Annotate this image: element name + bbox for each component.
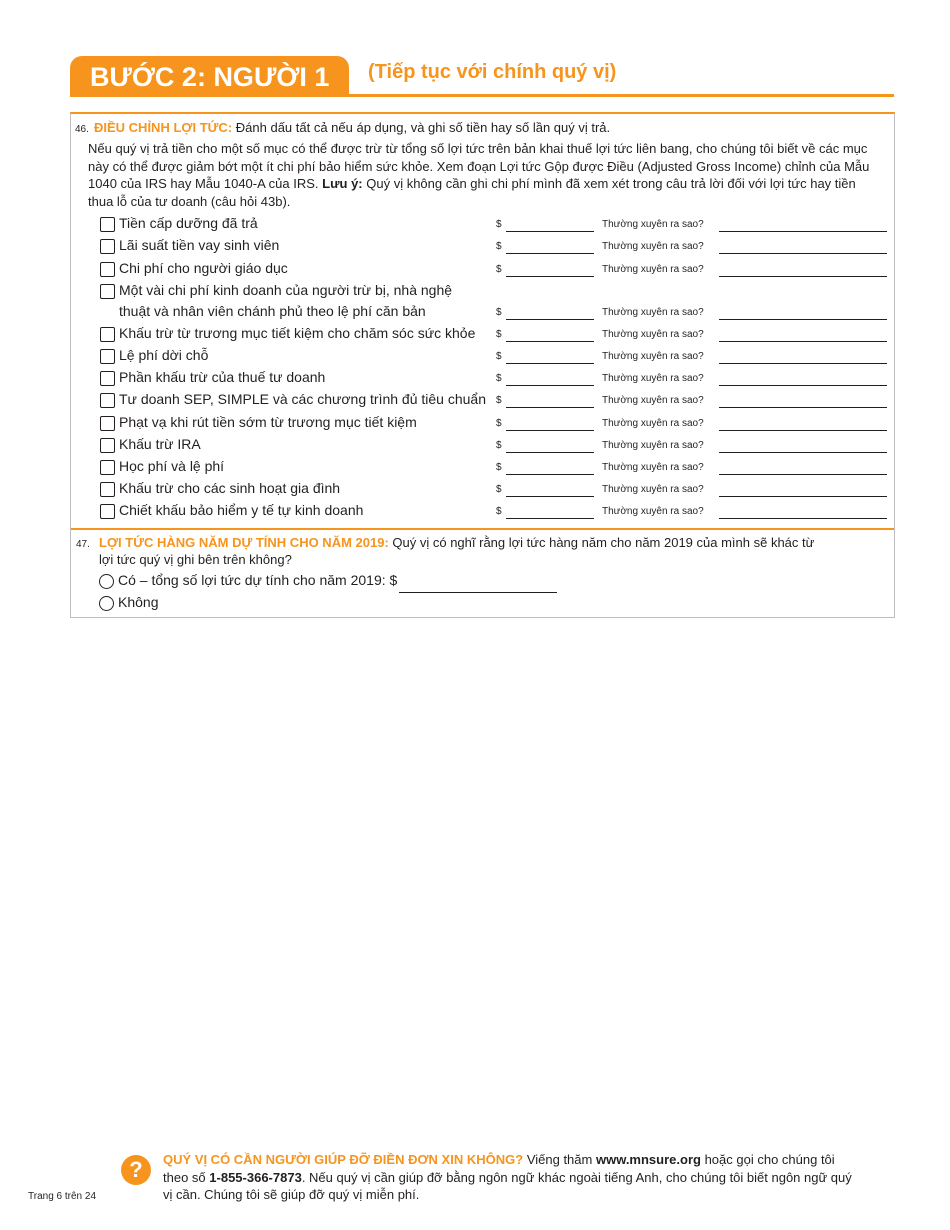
dollar-sign: $ xyxy=(496,418,502,429)
item-label: Chi phí cho người giáo dục xyxy=(119,260,288,276)
step-title: BƯỚC 2: NGƯỜI 1 xyxy=(70,56,349,96)
early-withdrawal-penalty-checkbox[interactable] xyxy=(100,416,115,431)
question-title: ĐIỀU CHỈNH LỢI TỨC: xyxy=(94,120,233,135)
frequency-field[interactable] xyxy=(719,407,887,408)
list-item xyxy=(71,457,894,477)
alimony-checkbox[interactable] xyxy=(100,217,115,232)
frequency-field[interactable] xyxy=(719,341,887,342)
frequency-label: Thường xuyên ra sao? xyxy=(602,351,704,362)
phone-number: 1-855-366-7873 xyxy=(209,1169,302,1185)
help-question-icon: ? xyxy=(121,1155,151,1185)
sep-simple-checkbox[interactable] xyxy=(100,393,115,408)
dollar-sign: $ xyxy=(496,351,502,362)
yes-option-label: Có – tổng số lợi tức dự tính cho năm 2019: $ xyxy=(118,572,398,588)
frequency-field[interactable] xyxy=(719,452,887,453)
health-savings-checkbox[interactable] xyxy=(100,327,115,342)
question-46 xyxy=(71,114,894,528)
item-label: Tư doanh SEP, SIMPLE và các chương trình đủ tiêu chuẩn xyxy=(119,391,486,407)
question-47 xyxy=(71,528,894,618)
amount-field[interactable] xyxy=(506,341,594,342)
amount-field[interactable] xyxy=(506,385,594,386)
item-label: Lệ phí dời chỗ xyxy=(119,347,209,363)
question-instruction: Đánh dấu tất cả nếu áp dụng, và ghi số tiền hay số lần quý vị trả. xyxy=(235,120,611,135)
frequency-label: Thường xuyên ra sao? xyxy=(602,395,704,406)
amount-field[interactable] xyxy=(506,407,594,408)
item-label: Học phí và lệ phí xyxy=(119,458,225,474)
help-visit-text: Viếng thăm xyxy=(526,1152,593,1167)
frequency-field[interactable] xyxy=(719,363,887,364)
help-rest-text: . Nếu quý vị cần giúp đỡ bằng ngôn ngữ khác ngoài tiếng Anh, cho chúng tôi biết ngôn ngữ quý vị cần. Chúng tôi sẽ giúp đỡ quý vị miễn phí. xyxy=(163,1169,852,1202)
dollar-sign: $ xyxy=(496,307,502,318)
frequency-label: Thường xuyên ra sao? xyxy=(602,307,704,318)
self-employment-tax-checkbox[interactable] xyxy=(100,371,115,386)
frequency-field[interactable] xyxy=(719,430,887,431)
list-item xyxy=(71,413,894,433)
dollar-sign: $ xyxy=(496,329,502,340)
frequency-field[interactable] xyxy=(719,253,887,254)
note-text: Quý vị không cần ghi chi phí mình đã xem xét trong câu trả lời đối với lợi tức hay tiền thua lỗ của tư doanh (câu hỏi 43b). xyxy=(88,176,856,209)
frequency-label: Thường xuyên ra sao? xyxy=(602,373,704,384)
amount-field[interactable] xyxy=(506,496,594,497)
step-subtitle: (Tiếp tục với chính quý vị) xyxy=(368,61,617,83)
list-item xyxy=(71,368,894,388)
frequency-label: Thường xuyên ra sao? xyxy=(602,418,704,429)
dollar-sign: $ xyxy=(496,264,502,275)
dollar-sign: $ xyxy=(496,484,502,495)
help-text xyxy=(163,1151,853,1204)
business-expenses-checkbox[interactable] xyxy=(100,284,115,299)
tuition-fees-checkbox[interactable] xyxy=(100,460,115,475)
frequency-field[interactable] xyxy=(719,231,887,232)
question-46-paragraph xyxy=(88,140,878,210)
frequency-label: Thường xuyên ra sao? xyxy=(602,329,704,340)
educator-expenses-checkbox[interactable] xyxy=(100,262,115,277)
amount-field[interactable] xyxy=(506,363,594,364)
no-option-label: Không xyxy=(118,594,159,610)
estimated-income-field[interactable] xyxy=(399,592,557,593)
list-item xyxy=(71,236,894,256)
frequency-field[interactable] xyxy=(719,319,887,320)
amount-field[interactable] xyxy=(506,430,594,431)
list-item xyxy=(71,435,894,455)
amount-field[interactable] xyxy=(506,253,594,254)
frequency-label: Thường xuyên ra sao? xyxy=(602,440,704,451)
dollar-sign: $ xyxy=(496,373,502,384)
list-item xyxy=(71,324,894,344)
dollar-sign: $ xyxy=(496,241,502,252)
step-header xyxy=(70,56,894,96)
question-46-heading xyxy=(94,119,610,136)
item-label: Một vài chi phí kinh doanh của người trừ bị, nhà nghệ xyxy=(119,282,453,298)
note-label: Lưu ý: xyxy=(322,176,363,191)
no-radio[interactable] xyxy=(99,596,114,611)
student-loan-interest-checkbox[interactable] xyxy=(100,239,115,254)
domestic-activities-checkbox[interactable] xyxy=(100,482,115,497)
list-item xyxy=(71,390,894,410)
frequency-label: Thường xuyên ra sao? xyxy=(602,264,704,275)
item-label: Tiền cấp dưỡng đã trả xyxy=(119,215,258,231)
item-label: Khấu trừ từ trương mục tiết kiệm cho chăm sóc sức khỏe xyxy=(119,325,476,341)
item-label: Chiết khấu bảo hiểm y tế tự kinh doanh xyxy=(119,502,364,518)
moving-expenses-checkbox[interactable] xyxy=(100,349,115,364)
list-item xyxy=(71,346,894,366)
frequency-label: Thường xuyên ra sao? xyxy=(602,219,704,230)
page-number: Trang 6 trên 24 xyxy=(28,1191,97,1202)
question-text-continued: lợi tức quý vị ghi bên trên không? xyxy=(99,552,292,567)
list-item xyxy=(71,479,894,499)
frequency-field[interactable] xyxy=(719,385,887,386)
frequency-field[interactable] xyxy=(719,474,887,475)
question-47-heading xyxy=(99,534,814,551)
item-label: Khấu trừ IRA xyxy=(119,436,201,452)
list-item xyxy=(71,281,894,323)
website-link[interactable]: www.mnsure.org xyxy=(595,1152,701,1167)
amount-field[interactable] xyxy=(506,276,594,277)
list-item xyxy=(71,214,894,234)
frequency-label: Thường xuyên ra sao? xyxy=(602,506,704,517)
frequency-field[interactable] xyxy=(719,276,887,277)
ira-deduction-checkbox[interactable] xyxy=(100,438,115,453)
questions-box xyxy=(70,112,895,618)
question-number: 46. xyxy=(75,124,89,135)
header-rule xyxy=(70,94,894,97)
yes-radio[interactable] xyxy=(99,574,114,589)
item-label: Khấu trừ cho các sinh hoạt gia đình xyxy=(119,480,341,496)
frequency-label: Thường xuyên ra sao? xyxy=(602,462,704,473)
question-number: 47. xyxy=(76,539,90,550)
question-text: Quý vị có nghĩ rằng lợi tức hàng năm cho năm 2019 của mình sẽ khác từ xyxy=(392,535,815,550)
help-title: QUÝ VỊ CÓ CẦN NGƯỜI GIÚP ĐỠ ĐIỀN ĐƠN XIN KHÔNG? xyxy=(163,1152,524,1167)
amount-field[interactable] xyxy=(506,231,594,232)
dollar-sign: $ xyxy=(496,462,502,473)
dollar-sign: $ xyxy=(496,440,502,451)
amount-field[interactable] xyxy=(506,319,594,320)
dollar-sign: $ xyxy=(496,506,502,517)
paragraph-text: Nếu quý vị trả tiền cho một số mục có thể được trừ từ tổng số lợi tức trên bản khai thuế lợi tức liên bang, cho chúng tôi biết về các mục này có thể được giảm bớt một ít chi phí bảo hiểm sức khỏe. Xem đoạn Lợi tức Gộp được Điều (Adjusted Gross Income) chỉnh của Mẫu 1040 của IRS hay Mẫu 1040-A của IRS. xyxy=(88,141,870,191)
frequency-field[interactable] xyxy=(719,518,887,519)
frequency-field[interactable] xyxy=(719,496,887,497)
item-label: Phạt vạ khi rút tiền sớm từ trương mục tiết kiệm xyxy=(119,414,417,430)
item-label: Lãi suất tiền vay sinh viên xyxy=(119,237,280,253)
frequency-label: Thường xuyên ra sao? xyxy=(602,241,704,252)
list-item xyxy=(71,259,894,279)
item-label: thuật và nhân viên chánh phủ theo lệ phí căn bản xyxy=(119,303,426,319)
item-label: Phần khấu trừ của thuế tư doanh xyxy=(119,369,326,385)
amount-field[interactable] xyxy=(506,474,594,475)
amount-field[interactable] xyxy=(506,518,594,519)
frequency-label: Thường xuyên ra sao? xyxy=(602,484,704,495)
list-item xyxy=(71,501,894,521)
help-call-text: hoặc gọi cho chúng tôi theo số xyxy=(163,1152,835,1185)
dollar-sign: $ xyxy=(496,219,502,230)
question-title: LỢI TỨC HÀNG NĂM DỰ TÍNH CHO NĂM 2019: xyxy=(99,535,389,550)
dollar-sign: $ xyxy=(496,395,502,406)
self-employed-health-insurance-checkbox[interactable] xyxy=(100,504,115,519)
amount-field[interactable] xyxy=(506,452,594,453)
